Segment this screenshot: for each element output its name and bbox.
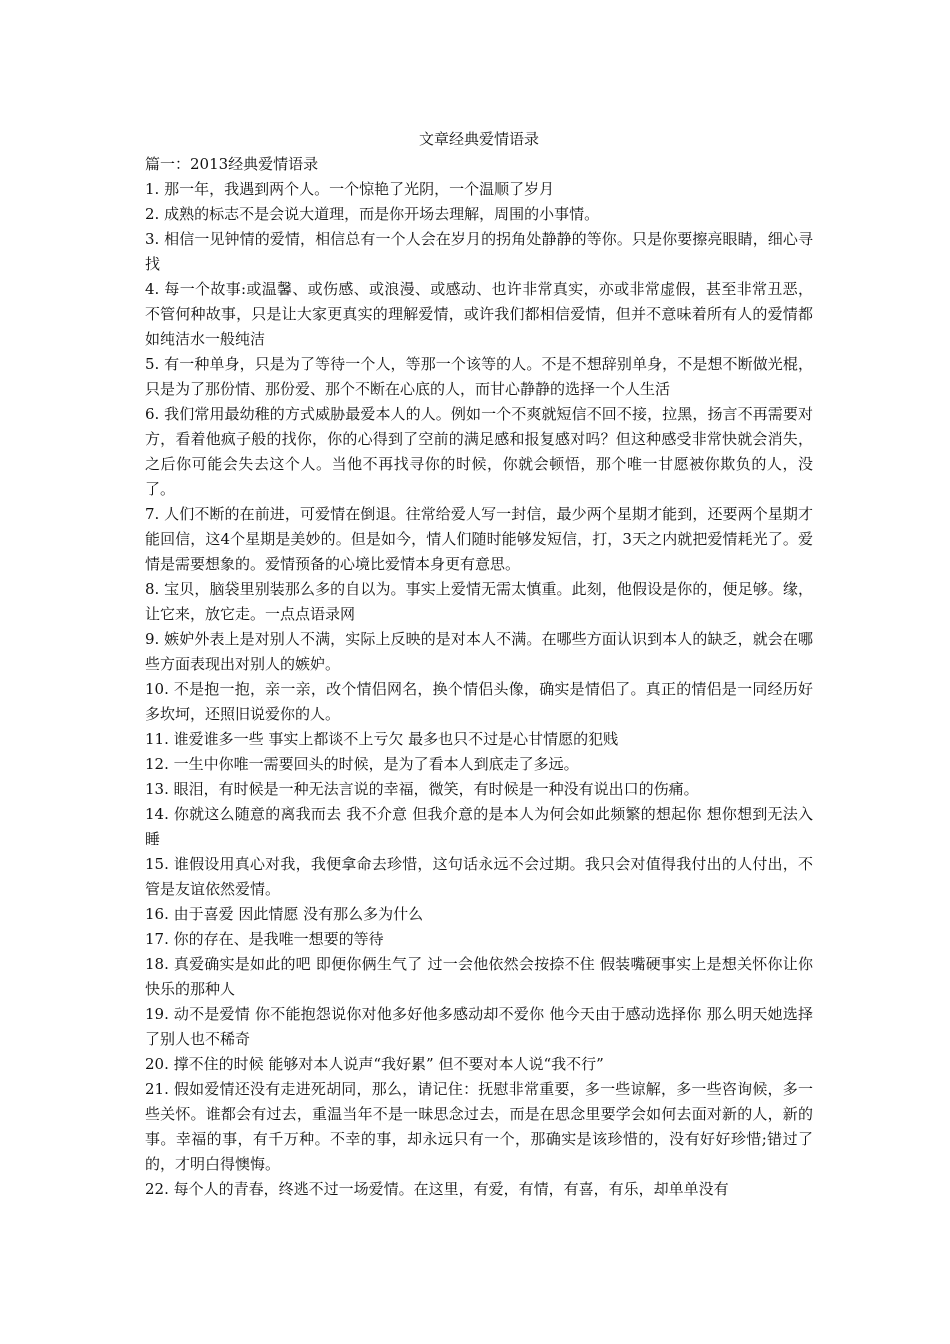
quote-paragraph: 15. 谁假设用真心对我，我便拿命去珍惜，这句话永远不会过期。我只会对值得我付出的人付出，不管是友谊依然爱情。 [145, 855, 813, 898]
quote-paragraph: 7. 人们不断的在前进，可爱情在倒退。往常给爱人写一封信，最少两个星期才能到，还要两个星期才能回信，这4个星期是美妙的。但是如今，情人们随时能够发短信，打，3天之内就把爱情耗光了。爱情是需要想象的。爱情预备的心境比爱情本身更有意思。 [145, 505, 813, 573]
section-heading: 篇一：2013经典爱情语录 [145, 155, 319, 173]
quote-paragraph: 22. 每个人的青春，终逃不过一场爱情。在这里，有爱，有情，有喜，有乐，却单单没有 [145, 1180, 729, 1198]
quote-paragraph: 17. 你的存在、是我唯一想要的等待 [145, 930, 384, 948]
quote-paragraph: 4. 每一个故事:或温馨、或伤感、或浪漫、或感动、也许非常真实，亦或非常虚假，甚至非常丑恶，不管何种故事，只是让大家更真实的理解爱情，或许我们都相信爱情，但并不意味着所有人的爱情都如纯洁水一般纯洁 [145, 280, 813, 348]
quote-paragraph: 11. 谁爱谁多一些 事实上都谈不上亏欠 最多也只不过是心甘情愿的犯贱 [145, 730, 619, 748]
quote-paragraph: 12. 一生中你唯一需要回头的时候，是为了看本人到底走了多远。 [145, 755, 579, 773]
quote-paragraph: 18. 真爱确实是如此的吧 即便你俩生气了 过一会他依然会按捺不住 假装嘴硬事实上是想关怀你让你快乐的那种人 [145, 955, 813, 998]
quote-paragraph: 1. 那一年，我遇到两个人。一个惊艳了光阴，一个温顺了岁月 [145, 180, 555, 198]
quote-paragraph: 8. 宝贝，脑袋里别装那么多的自以为。事实上爱情无需太慎重。此刻，他假设是你的，便足够。缘，让它来，放它走。一点点语录网 [145, 580, 813, 623]
document-title: 文章经典爱情语录 [418, 130, 539, 148]
quote-paragraph: 3. 相信一见钟情的爱情，相信总有一个人会在岁月的拐角处静静的等你。只是你要擦亮眼睛，细心寻找 [145, 230, 813, 273]
quote-paragraph: 10. 不是抱一抱，亲一亲，改个情侣网名，换个情侣头像，确实是情侣了。真正的情侣是一同经历好多坎坷，还照旧说爱你的人。 [145, 680, 813, 723]
document-page [145, 126, 813, 1202]
quote-paragraph: 16. 由于喜爱 因此情愿 没有那么多为什么 [145, 905, 424, 923]
quote-paragraph: 5. 有一种单身，只是为了等待一个人，等那一个该等的人。不是不想辞别单身，不是想不断做光棍，只是为了那份情、那份爱、那个不断在心底的人，而甘心静静的选择一个人生活 [145, 355, 813, 398]
quote-paragraph: 20. 撑不住的时候 能够对本人说声“我好累” 但不要对本人说“我不行” [145, 1055, 604, 1073]
quote-paragraph: 2. 成熟的标志不是会说大道理，而是你开场去理解，周围的小事情。 [145, 205, 600, 223]
quote-paragraph: 14. 你就这么随意的离我而去 我不介意 但我介意的是本人为何会如此频繁的想起你 想你想到无法入睡 [145, 805, 813, 848]
quote-paragraph: 19. 动不是爱情 你不能抱怨说你对他多好他多感动却不爱你 他今天由于感动选择你 那么明天她选择了别人也不稀奇 [145, 1005, 813, 1048]
quote-paragraph: 13. 眼泪，有时候是一种无法言说的幸福，微笑，有时候是一种没有说出口的伤痛。 [145, 780, 699, 798]
quote-paragraph: 9. 嫉妒外表上是对别人不满，实际上反映的是对本人不满。在哪些方面认识到本人的缺乏，就会在哪些方面表现出对别人的嫉妒。 [145, 630, 813, 673]
quote-paragraph: 6. 我们常用最幼稚的方式威胁最爱本人的人。例如一个不爽就短信不回不接，拉黑，扬言不再需要对方，看着他疯子般的找你，你的心得到了空前的满足感和报复感对吗？但这种感受非常快就会消失，之后你可能会失去这个人。当他不再找寻你的时候，你就会顿悟，那个唯一甘愿被你欺负的人，没了。 [145, 405, 813, 498]
quote-paragraph: 21. 假如爱情还没有走进死胡同，那么，请记住：抚慰非常重要，多一些谅解，多一些咨询候，多一些关怀。谁都会有过去，重温当年不是一昧思念过去，而是在思念里要学会如何去面对新的人，新的事。幸福的事，有千万种。不幸的事，却永远只有一个，那确实是该珍惜的，没有好好珍惜;错过了的，才明白得懊悔。 [145, 1080, 813, 1173]
